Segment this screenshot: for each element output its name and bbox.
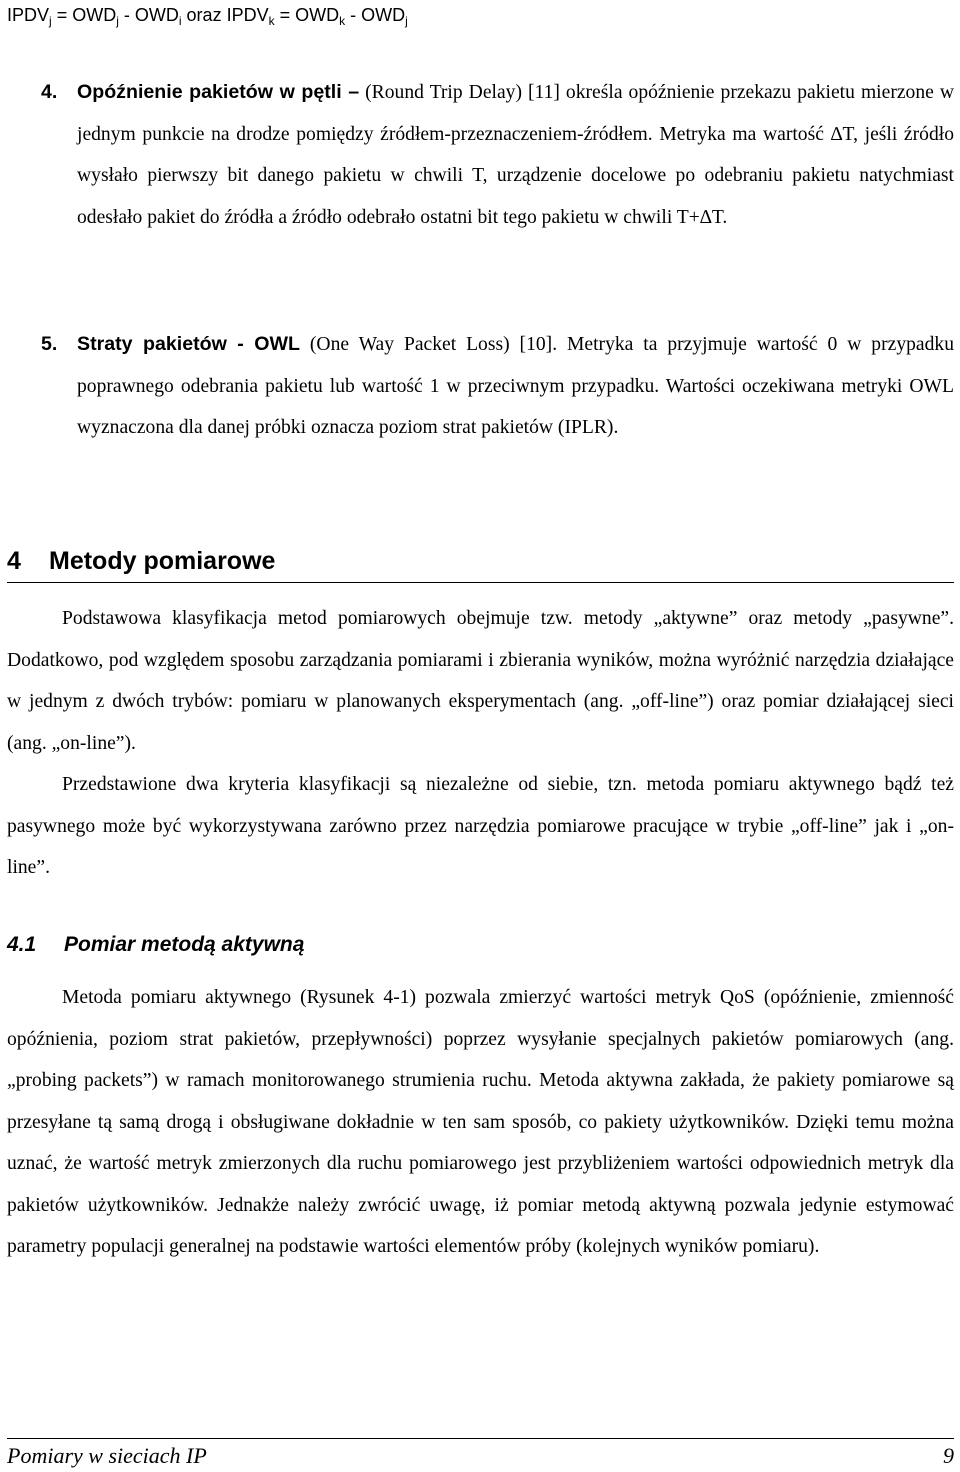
item-4-number: 4.: [41, 81, 58, 103]
section-4-paragraph-2: Przedstawione dwa kryteria klasyfikacji są niezależne od siebie, tzn. metoda pomiaru aktywnego bądź też pasywnego może być wykorzystywana zarówno przez narzędzia pomiarowe pracujące w trybie „off-line” jak i „on-line”.: [7, 774, 954, 878]
formula-owd-j-2: - $OWD_j$: [345, 5, 408, 28]
section-4-1-number: 4.1: [7, 933, 37, 956]
page-footer: [7, 1438, 954, 1471]
item-5-title: Straty pakietów - OWL: [77, 333, 300, 355]
formula-line: [7, 0, 954, 30]
formula-ipdv-j: $IPDV_j$: [7, 5, 52, 28]
section-4-number: 4: [7, 547, 21, 575]
section-4-heading: [7, 540, 954, 583]
footer-title: Pomiary w sieciach IP: [7, 1443, 207, 1468]
metric-item-4: [41, 72, 954, 238]
item-4-body: (Round Trip Delay) [11] określa opóźnienie przekazu pakietu mierzone w jednym punkcie na drodze pomiędzy źródłem-przeznaczeniem-źródłem. Metryka ma wartość ∆T, jeśli źródło wysłało pierwszy bit danego pakietu w chwili T, urządzenie docelowe po odebraniu pakietu natychmiast odesłało pakiet do źródła a źródło odebrało ostatni bit tego pakietu w chwili T+∆T.: [77, 82, 955, 228]
page-number: 9: [943, 1443, 954, 1468]
section-4-1-title: Pomiar metodą aktywną: [64, 933, 305, 956]
item-4-text: [77, 72, 954, 238]
metric-item-5: [41, 324, 954, 449]
formula-owd-i: - $OWD_i$: [118, 5, 182, 28]
section-4-1-body: [7, 977, 954, 1268]
formula-owd-j: = $OWD_j$: [51, 5, 119, 28]
section-4-body: [7, 598, 954, 889]
section-4-title: Metody pomiarowe: [49, 547, 276, 575]
item-5-number: 5.: [41, 333, 58, 355]
item-4-title: Opóźnienie pakietów w pętli –: [77, 81, 360, 103]
formula-ipdv-k: oraz $IPDV_k$: [181, 5, 275, 28]
item-5-text: [77, 324, 954, 449]
section-4-paragraph-1: Podstawowa klasyfikacja metod pomiarowych obejmuje tzw. metody „aktywne” oraz metody „pasywne”. Dodatkowo, pod względem sposobu zarządzania pomiarami i zbierania wyników, można wyróżnić narzędzia działające w jednym z dwóch trybów: pomiaru w planowanych eksperymentach (ang. „off-line”) oraz pomiar działającej sieci (ang. „on-line”).: [7, 608, 954, 754]
item-5-body: (One Way Packet Loss) [10]. Metryka ta przyjmuje wartość 0 w przypadku poprawnego odebrania pakietu lub wartość 1 w przeciwnym przypadku. Wartości oczekiwana metryki OWL wyznaczona dla danej próbki oznacza poziom strat pakietów (IPLR).: [77, 334, 955, 438]
section-4-1-paragraph: Metoda pomiaru aktywnego (Rysunek 4-1) pozwala zmierzyć wartości metryk QoS (opóźnienie, zmienność opóźnienia, poziom strat pakietów, przepływności) poprzez wysyłanie specjalnych pakietów pomiarowych (ang. „probing packets”) w ramach monitorowanego strumienia ruchu. Metoda aktywna zakłada, że pakiety pomiarowe są przesyłane tą samą drogą i obsługiwane dokładnie w ten sam sposób, co pakiety użytkowników. Dzięki temu można uznać, że wartość metryk zmierzonych dla ruchu pomiarowego jest przybliżeniem wartości odpowiednich metryk dla pakietów użytkowników. Jednakże należy zwrócić uwagę, iż pomiar metodą aktywną pozwala jedynie estymować parametry populacji generalnej na podstawie wartości elementów próby (kolejnych wyników pomiaru).: [7, 987, 954, 1257]
section-4-1-heading: [7, 925, 304, 965]
formula-owd-k: = $OWD_k$: [274, 5, 346, 28]
